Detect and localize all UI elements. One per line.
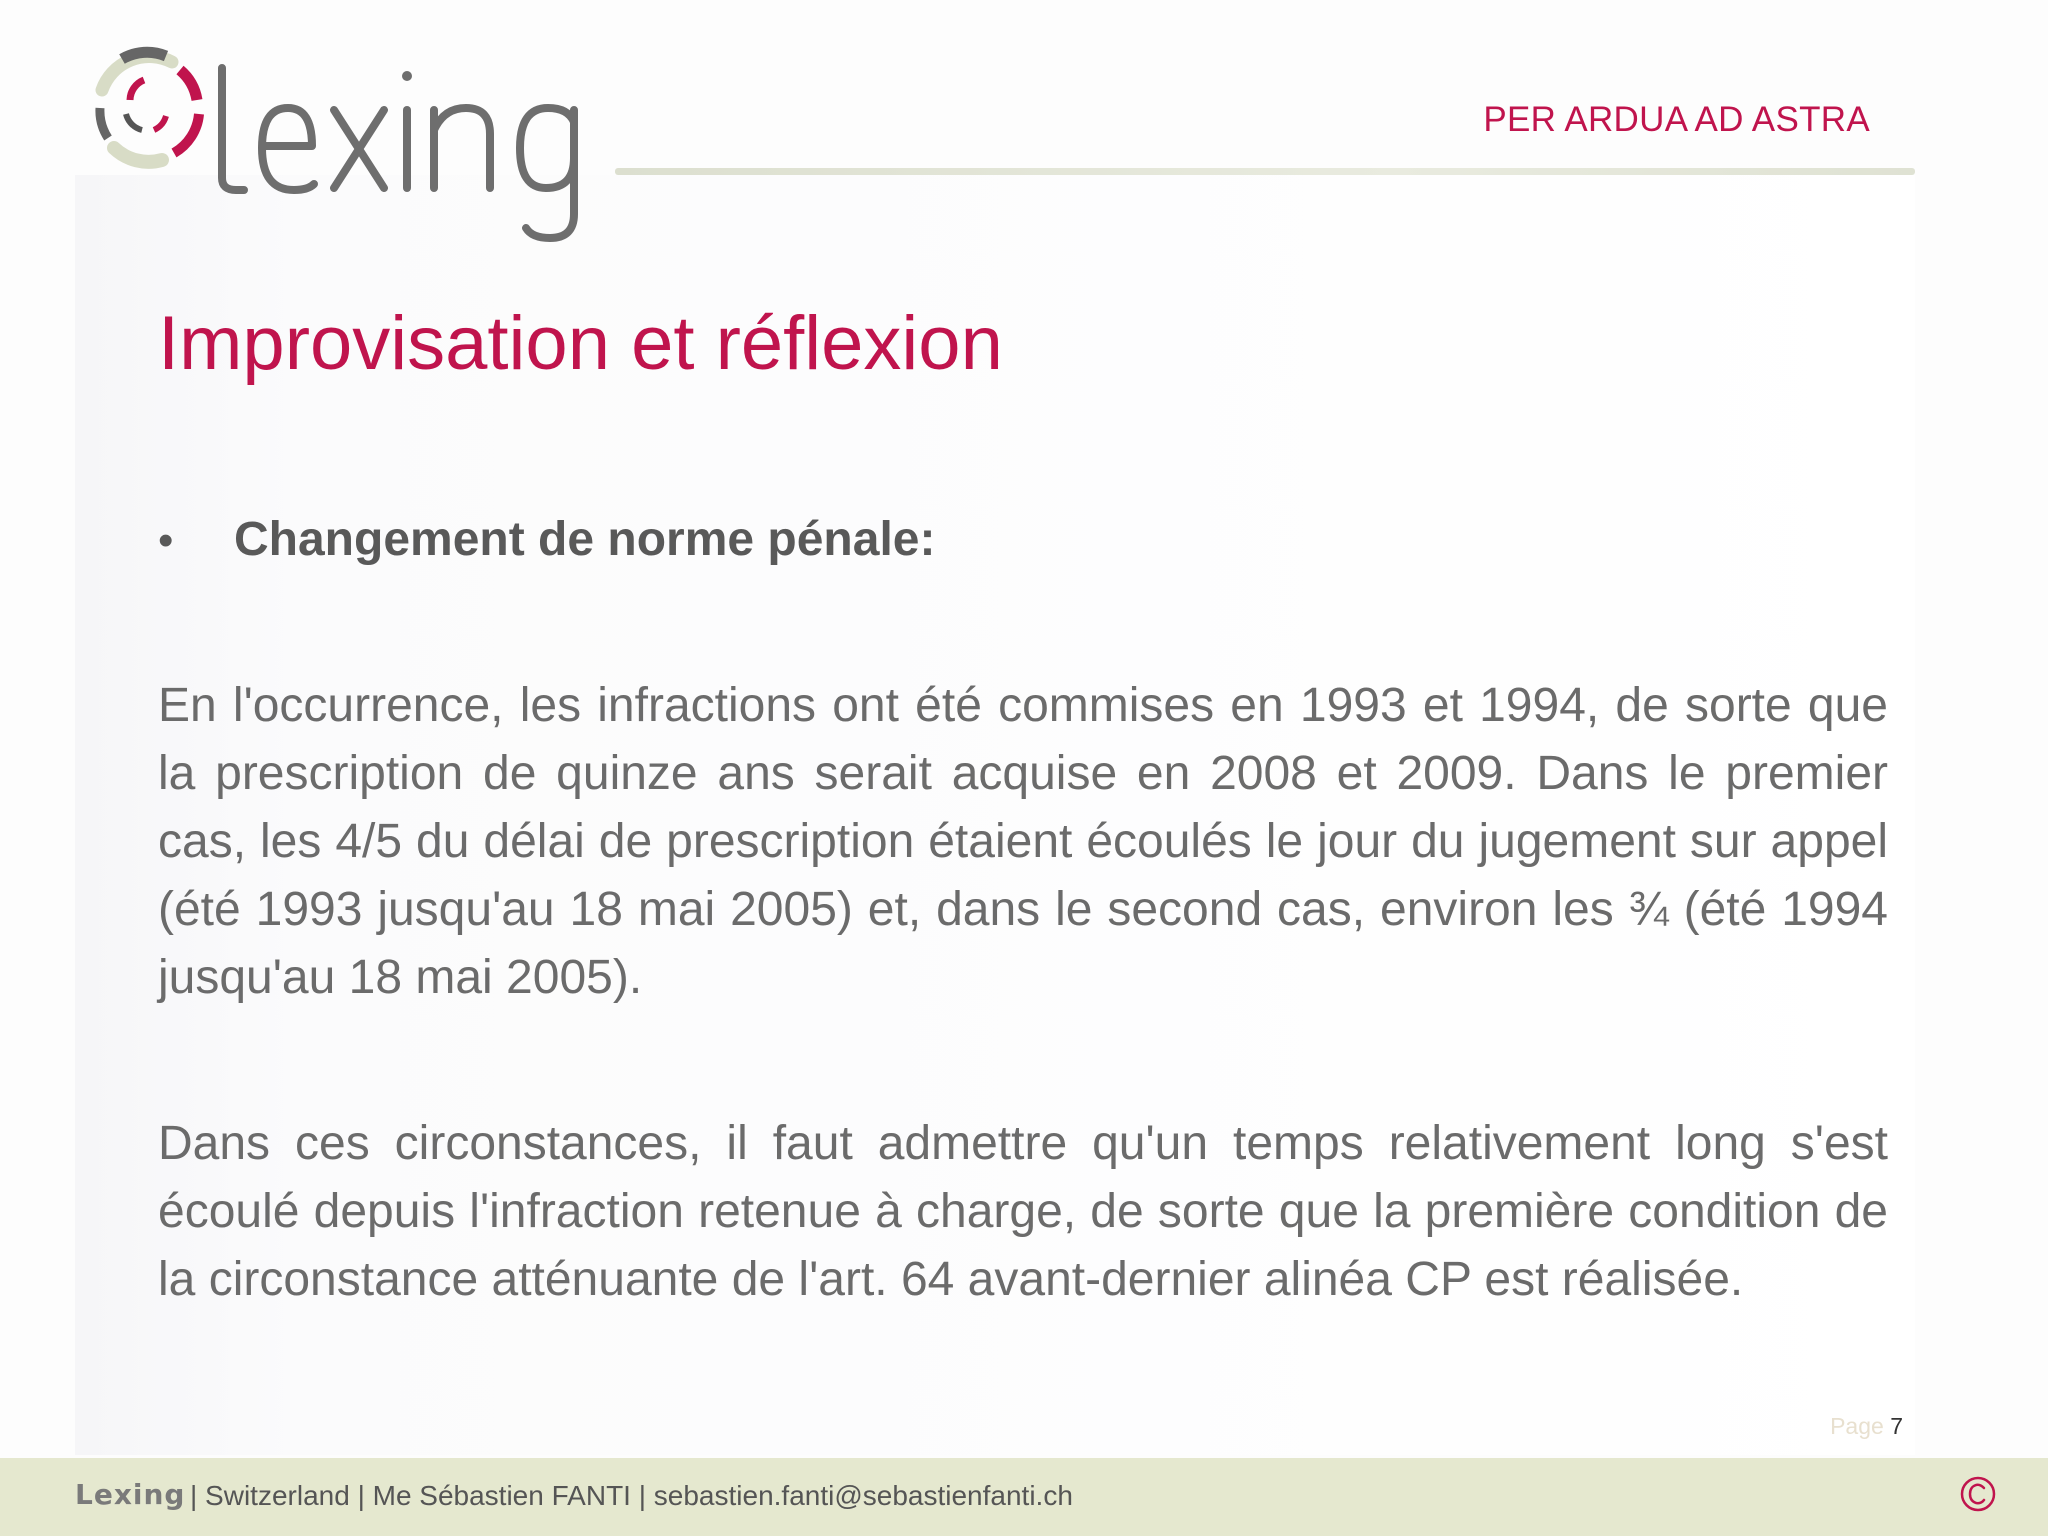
header-motto: PER ARDUA AD ASTRA <box>1483 100 1870 139</box>
footer-brand: Lexing <box>75 1478 186 1511</box>
logo-circle-mark <box>100 52 199 162</box>
page-label: Page <box>1830 1413 1884 1439</box>
footer-info: | Switzerland | Me Sébastien FANTI | sebastien.fanti@sebastienfanti.ch <box>190 1480 1073 1511</box>
header-divider <box>615 168 1915 175</box>
bullet-symbol: • <box>158 516 174 565</box>
body-paragraph-1: En l'occurrence, les infractions ont été commises en 1993 et 1994, de sorte que la prescription de quinze ans serait acquise en 2008 et 2009. Dans le premier cas, les 4/5 du délai de prescription étaient écoulés le jour du jugement sur appel (été 1993 jusqu'au 18 mai 2005) et, dans le second cas, environ les ¾ (été 1994 jusqu'au 18 mai 2005). <box>158 679 1888 1004</box>
page-number <box>1830 1413 1903 1440</box>
page-value: 7 <box>1890 1413 1903 1439</box>
body-paragraph-2: Dans ces circonstances, il faut admettre qu'un temps relativement long s'est écoulé depuis l'infraction retenue à charge, de sorte que la première condition de la circonstance atténuante de l'art. 64 avant-dernier alinéa CP est réalisée. <box>158 1117 1888 1306</box>
copyright-icon <box>1958 1474 1998 1514</box>
logo-wordmark <box>222 68 574 238</box>
footer-bar <box>0 1458 2048 1536</box>
lexing-logo <box>62 18 622 278</box>
bullet-heading: Changement de norme pénale: <box>234 513 936 566</box>
slide-title: Improvisation et réflexion <box>158 301 1003 386</box>
bullet-item <box>158 512 935 567</box>
